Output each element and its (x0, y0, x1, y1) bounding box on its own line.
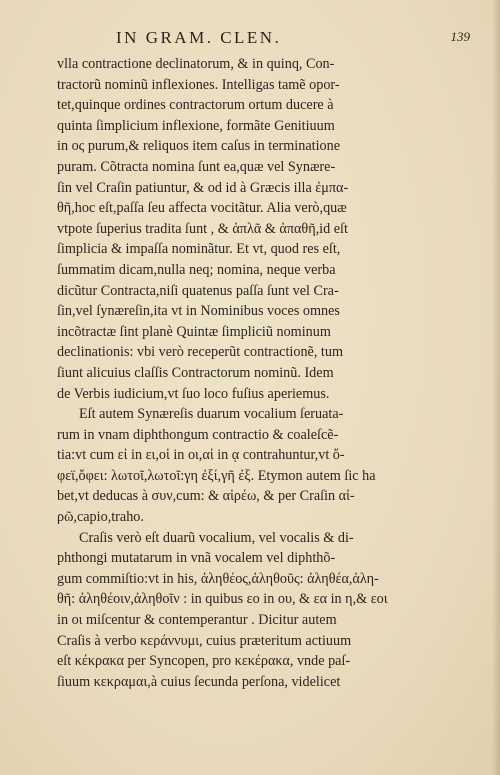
text-line: de Verbis iudicium,vt ſuo loco fuſius aperiemus. (57, 385, 330, 402)
text-line: vtpote ſuperius tradita ſunt , & ἁπλᾶ & ἀπαθῆ,id eſt (57, 220, 348, 237)
text-line: phthongi mutatarum in vnã vocalem vel diphthõ- (57, 550, 336, 567)
text-line: quinta ſimplicium inflexione, formãte Genitiuum (57, 117, 335, 134)
text-line: puram. Cõtracta nomina ſunt ea,quæ vel Synære- (57, 158, 336, 175)
paragraph-start-line: Eſt autem Synæreſis duarum vocalium ſeruata- (79, 406, 344, 423)
text-line: ſimplicia & impaſſa nominãtur. Et vt, quod res eſt, (57, 241, 341, 258)
text-line: ρῶ,capio,traho. (57, 509, 144, 526)
page-number: 139 (450, 29, 470, 44)
text-line: tractorũ nominũ inflexiones. Intelligas tamẽ opor- (57, 76, 340, 93)
text-line: rum in vnam diphthongum contractio & coaleſcẽ- (57, 426, 339, 443)
text-line: tia:vt cum εἰ in ει,οἱ in οι,αἱ in ᾳ contrahuntur,vt ὄ- (57, 447, 345, 464)
page-edge-shadow (492, 0, 500, 775)
text-line: ſummatim dicam,nulla neq; nomina, neque verba (57, 261, 336, 278)
text-line: ſin,vel ſynæreſin,ita vt in Nominibus voces omnes (57, 303, 340, 320)
text-line: declinationis: vbi verò receperũt contractionẽ, tum (57, 344, 344, 361)
text-line: φεϊ,ὄφει: λωτοῖ,λωτοῖ:γη ἐξί,γῆ ἐξ. Etymon autem ſic ha (57, 467, 376, 484)
text-line: eſt κέκρακα per Syncopen, pro κεκέρακα, vnde paſ- (57, 653, 351, 670)
text-line: dicũtur Contracta,niſi quatenus paſſa ſunt vel Cra- (57, 282, 339, 299)
text-line: incõtractæ ſint planè Quintæ ſimpliciũ nominum (57, 323, 331, 340)
text-line: θῆ: ἀληθέοιν,ἀληθοῖν : in quibus εο in ου, & εα in η,& εοι (57, 591, 388, 608)
text-line: Craſis à verbo κεράννυμι, cuius præteritum actiuum (57, 632, 352, 649)
page-header (96, 28, 476, 52)
text-line: ſin vel Craſin patiuntur, & od id à Græcis illa ἐμπα- (57, 179, 349, 196)
running-title: IN GRAM. CLEN. (116, 28, 282, 47)
text-line: θῆ,hoc eſt,paſſa ſeu affecta vocitãtur. Alia verò,quæ (57, 200, 347, 217)
text-line: bet,vt deducas à συν,cum: & αἱρέω, & per Craſin αἱ- (57, 488, 355, 505)
text-line: vlla contractione declinatorum, & in quinq, Con- (57, 56, 335, 72)
text-line: in ος purum,& reliquos item caſus in terminatione (57, 138, 341, 155)
body-text (57, 54, 446, 692)
paragraph-start-line: Craſis verò eſt duarũ vocalium, vel vocalis & di- (79, 529, 354, 546)
text-line: tet,quinque ordines contractorum ortum ducere à (57, 97, 334, 114)
text-line: in οι miſcentur & contemperantur . Dicitur autem (57, 612, 337, 629)
text-line: gum commiſtio:vt in his, ἀληθέος,ἀληθοῦς: ἀληθέα,ἀλη- (57, 570, 379, 587)
text-line: ſiunt alicuius claſſis Contractorum nominũ. Idem (57, 364, 334, 381)
text-line: ſiuum κεκραμαι,à cuius ſecunda perſona, videlicet (57, 673, 341, 690)
